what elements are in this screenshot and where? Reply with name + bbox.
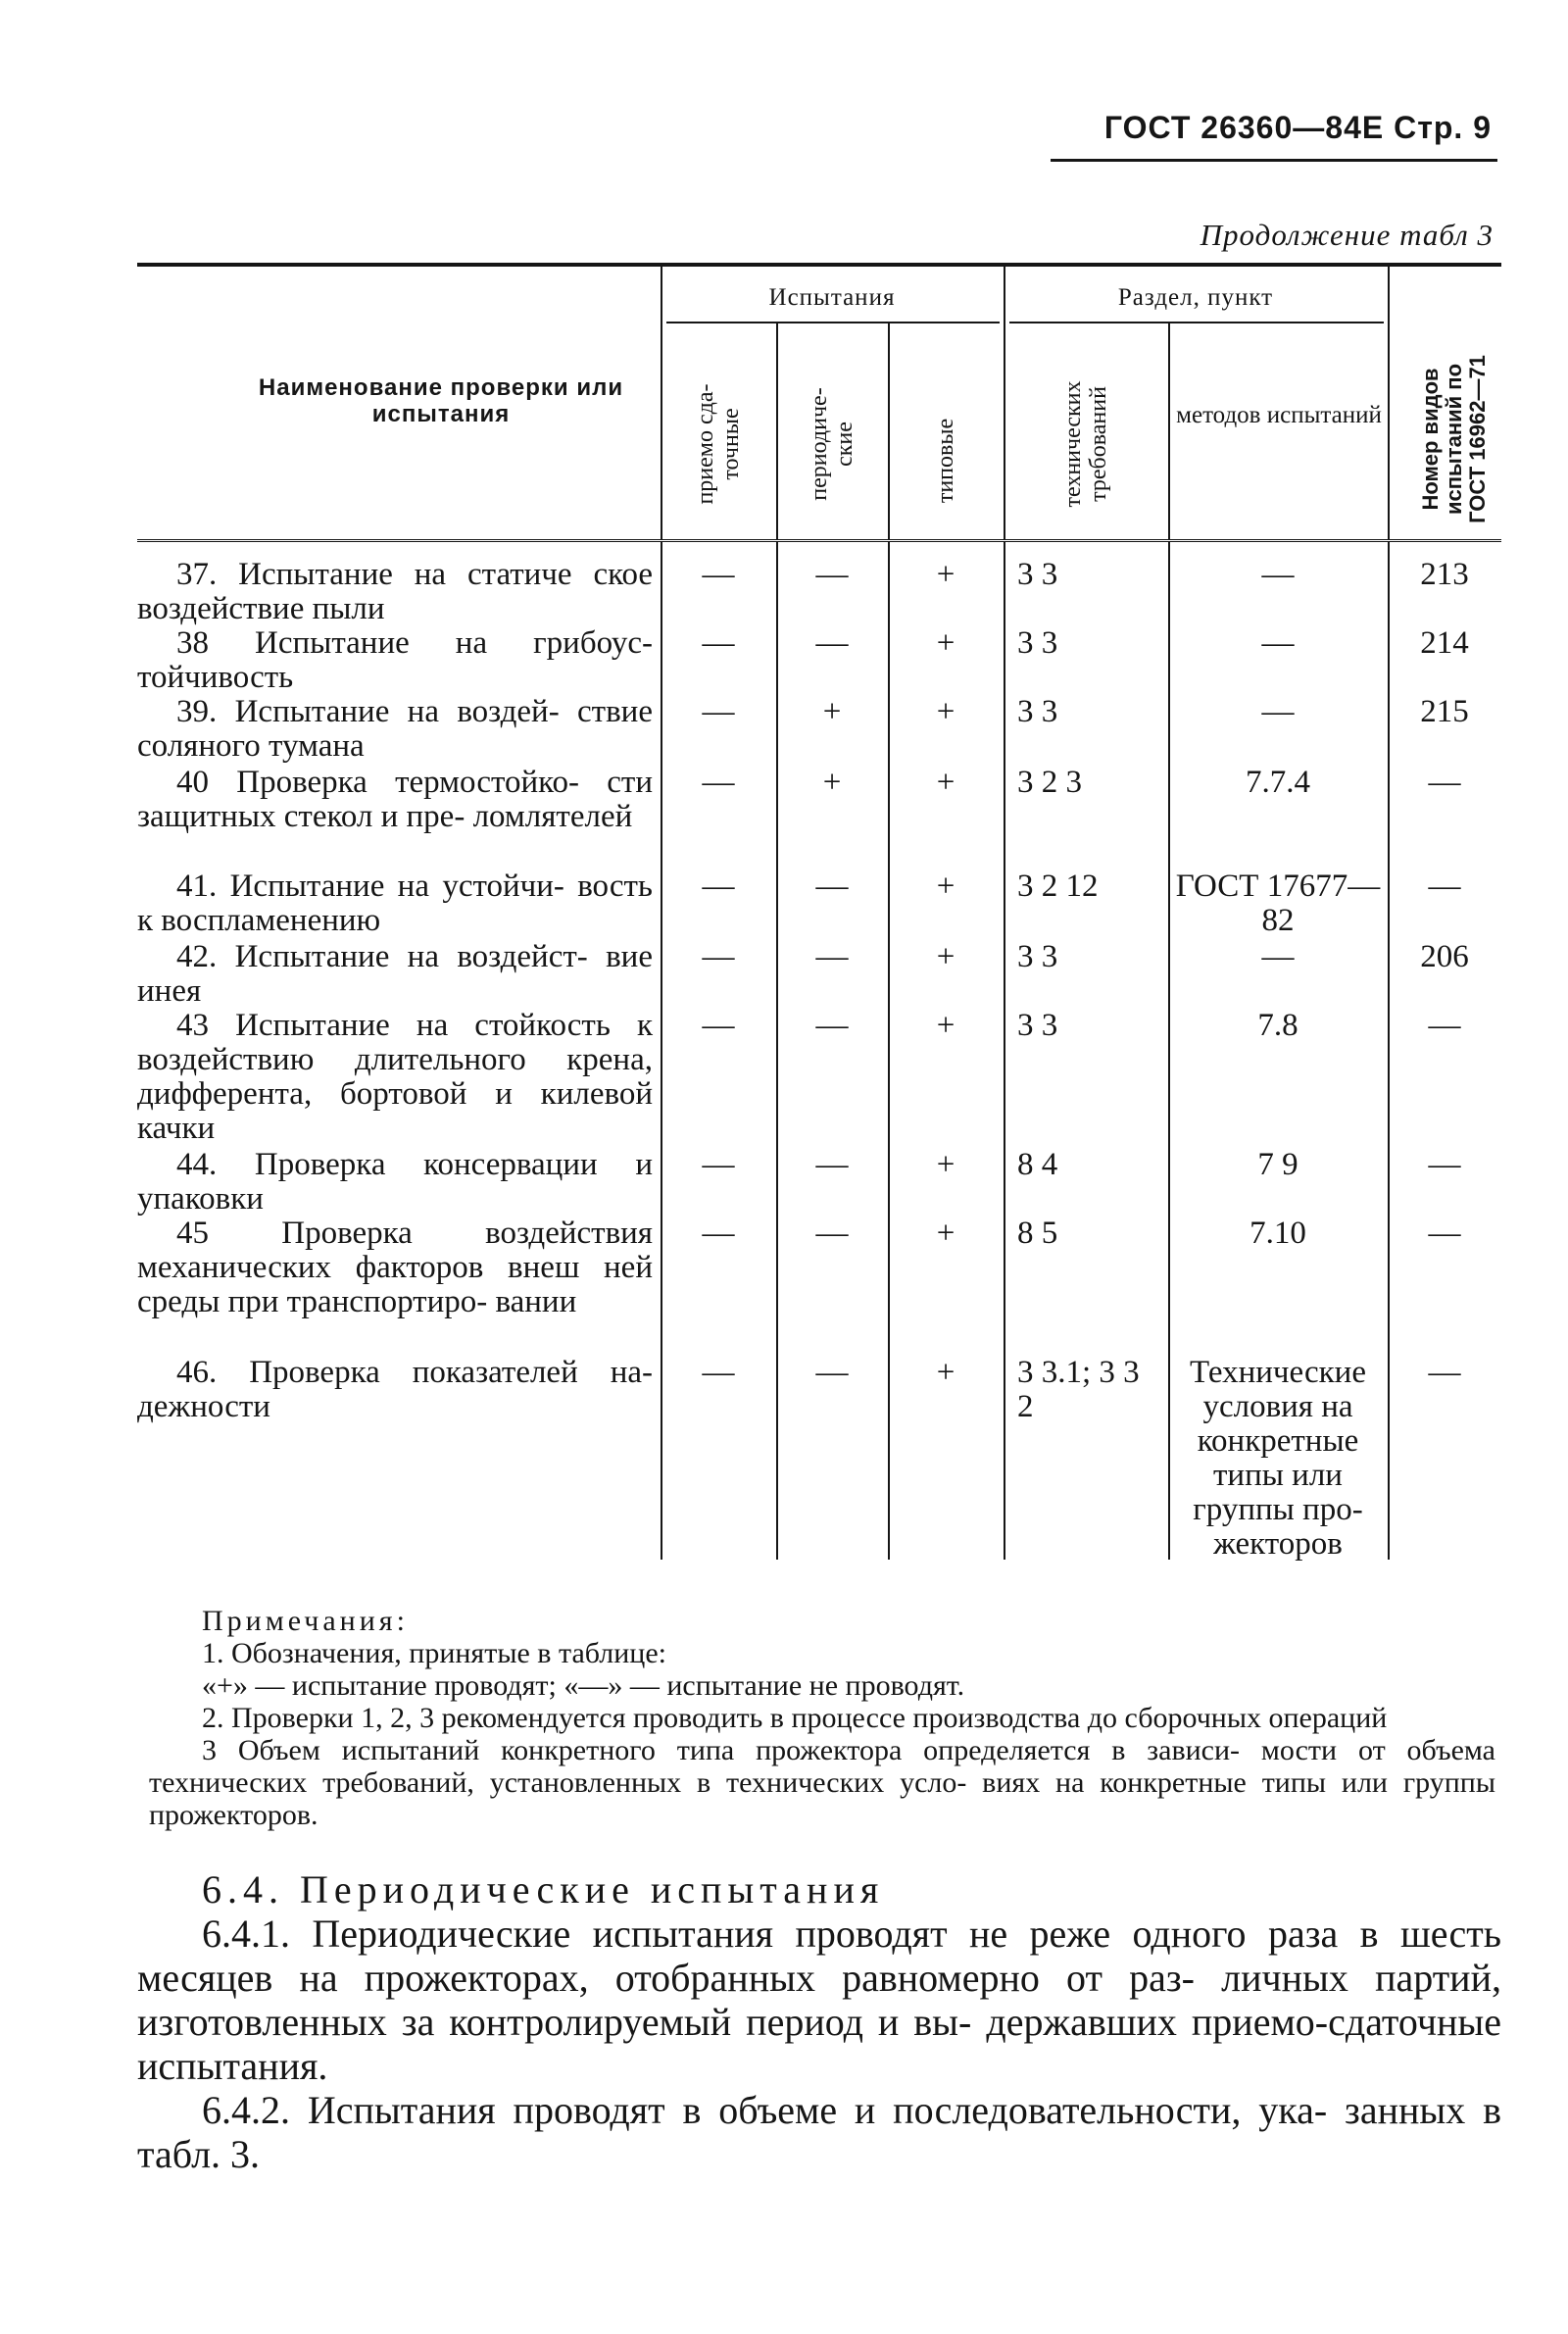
cell-methods: 7 9 [1257, 1147, 1298, 1182]
header-name: Наименование проверки или испытания [258, 374, 624, 427]
note-1-legend: «+» — испытание проводят; «—» — испытание не проводят. [202, 1669, 965, 1702]
row-name: 44. Проверка консервации и упаковки [137, 1147, 653, 1217]
cell-number: 206 [1420, 939, 1469, 974]
table-row [137, 695, 1501, 766]
section-6-4 [137, 1867, 1501, 2176]
cell-acceptance: — [702, 869, 735, 904]
header-group-tests: Испытания [768, 284, 896, 311]
table-row [137, 940, 1501, 1009]
cell-type: + [936, 869, 956, 904]
cell-type: + [936, 557, 956, 592]
table-notes [149, 1605, 1495, 1831]
cell-type: + [936, 694, 956, 729]
cell-type: + [936, 1147, 956, 1182]
header-periodic: периодиче- ские [807, 387, 858, 501]
running-header: ГОСТ 26360—84Е Стр. 9 [1103, 110, 1492, 145]
cell-number: — [1428, 1355, 1461, 1390]
cell-number: — [1428, 1216, 1461, 1251]
table-row [137, 766, 1501, 869]
cell-tech: 3 3 [1017, 1008, 1058, 1043]
cell-tech: 3 3 [1017, 939, 1058, 974]
cell-periodic: — [815, 1355, 849, 1390]
cell-methods: — [1261, 557, 1295, 592]
row-name: 37. Испытание на статиче ское воздействие пыли [137, 557, 653, 626]
cell-methods: — [1261, 694, 1295, 729]
cell-number: — [1428, 869, 1461, 904]
cell-type: + [936, 939, 956, 974]
table-row [137, 1009, 1501, 1148]
cell-methods: 7.7.4 [1246, 765, 1310, 800]
cell-periodic: — [815, 939, 849, 974]
header-group-section: Раздел, пункт [1117, 284, 1274, 311]
cell-periodic: — [815, 869, 849, 904]
row-name: 46. Проверка показателей на- дежности [137, 1355, 653, 1424]
cell-acceptance: — [702, 625, 735, 661]
cell-periodic: — [815, 1147, 849, 1182]
cell-acceptance: — [702, 765, 735, 800]
cell-acceptance: — [702, 1147, 735, 1182]
cell-methods: 7.10 [1250, 1216, 1306, 1251]
cell-periodic: + [822, 765, 842, 800]
table-row [137, 869, 1501, 940]
note-3: 3 Объем испытаний конкретного типа прожектора определяется в зависи- мости от объема технических требований, установленных в технических усло- виях на конкретные типы или группы прожекторов. [149, 1734, 1495, 1831]
cell-number: 214 [1420, 625, 1469, 661]
table-header [137, 267, 1501, 542]
row-name: 39. Испытание на воздей- ствие соляного тумана [137, 694, 653, 764]
cell-methods: Технические условия на конкретные типы или группы про- жекторов [1190, 1355, 1366, 1562]
row-name: 43 Испытание на стойкость к воздействию длительного крена, дифферента, бортовой и килевой качки [137, 1008, 653, 1146]
tests-table [137, 263, 1501, 1560]
cell-tech: 3 3.1; 3 3 2 [1017, 1355, 1140, 1424]
cell-type: + [936, 1216, 956, 1251]
cell-tech: 3 3 [1017, 557, 1058, 592]
paragraph-6-4-1: 6.4.1. Периодические испытания проводят не реже одного раза в шесть месяцев на прожекторах, отобранных равномерно от раз- личных партий, изготовленных за контролируемый период и вы- державших приемо-сдаточные испытания. [137, 1912, 1501, 2088]
cell-acceptance: — [702, 939, 735, 974]
cell-periodic: — [815, 557, 849, 592]
row-name: 38 Испытание на грибоус- тойчивость [137, 625, 653, 695]
table-row [137, 1217, 1501, 1356]
cell-periodic: — [815, 1008, 849, 1043]
cell-type: + [936, 1008, 956, 1043]
cell-number: — [1428, 765, 1461, 800]
cell-acceptance: — [702, 1008, 735, 1043]
table-row [137, 558, 1501, 626]
cell-number: — [1428, 1008, 1461, 1043]
table-caption: Продолжение табл 3 [1200, 218, 1494, 252]
cell-methods: — [1261, 939, 1295, 974]
table-row [137, 626, 1501, 695]
note-1: 1. Обозначения, принятые в таблице: [202, 1637, 667, 1669]
header-tech: технических требований [1060, 380, 1111, 508]
section-title: 6.4. Периодические испытания [202, 1867, 885, 1912]
cell-tech: 3 3 [1017, 694, 1058, 729]
notes-title: Примечания: [202, 1605, 409, 1637]
table-row [137, 1148, 1501, 1217]
cell-periodic: — [815, 1216, 849, 1251]
header-methods: методов испытаний [1176, 402, 1382, 428]
header-rule [1051, 159, 1497, 162]
note-2: 2. Проверки 1, 2, 3 рекомендуется проводить в процессе производства до сборочных операций [202, 1702, 1388, 1734]
cell-tech: 8 4 [1017, 1147, 1058, 1182]
cell-number: 215 [1420, 694, 1469, 729]
row-name: 45 Проверка воздействия механических факторов внеш ней среды при транспортиро- вании [137, 1216, 653, 1319]
row-name: 41. Испытание на устойчи- вость к воспламенению [137, 869, 653, 938]
cell-tech: 8 5 [1017, 1216, 1058, 1251]
cell-periodic: — [815, 625, 849, 661]
row-name: 40 Проверка термостойко- сти защитных стекол и пре- ломлятелей [137, 765, 653, 834]
header-gost-number: Номер видов испытаний по ГОСТ 16962—71 [1418, 355, 1490, 523]
cell-acceptance: — [702, 557, 735, 592]
cell-number: 213 [1420, 557, 1469, 592]
row-name: 42. Испытание на воздейст- вие инея [137, 939, 653, 1009]
cell-periodic: + [822, 694, 842, 729]
header-type: типовые [933, 418, 958, 504]
paragraph-6-4-2: 6.4.2. Испытания проводят в объеме и последовательности, ука- занных в табл. 3. [137, 2088, 1501, 2176]
cell-methods: ГОСТ 17677—82 [1175, 869, 1381, 938]
cell-type: + [936, 765, 956, 800]
cell-tech: 3 3 [1017, 625, 1058, 661]
cell-type: + [936, 1355, 956, 1390]
table-row [137, 1356, 1501, 1560]
table-body [137, 542, 1501, 1560]
cell-acceptance: — [702, 694, 735, 729]
cell-number: — [1428, 1147, 1461, 1182]
cell-type: + [936, 625, 956, 661]
cell-acceptance: — [702, 1216, 735, 1251]
cell-methods: — [1261, 625, 1295, 661]
cell-tech: 3 2 3 [1017, 765, 1082, 800]
cell-methods: 7.8 [1257, 1008, 1298, 1043]
cell-acceptance: — [702, 1355, 735, 1390]
header-acceptance: приемо сда- точные [693, 383, 744, 505]
cell-tech: 3 2 12 [1017, 869, 1099, 904]
